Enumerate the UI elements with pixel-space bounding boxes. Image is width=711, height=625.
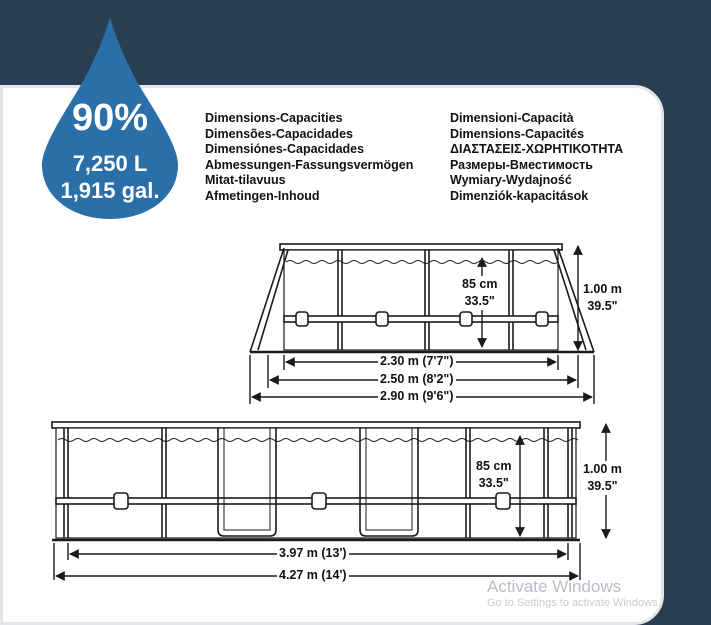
- label-text: Dimensiónes-Capacidades: [205, 142, 365, 156]
- side-width-total: 2.90 m (9'6"): [380, 389, 454, 403]
- depth-in: 33.5": [478, 476, 509, 490]
- capacity-percent: 90%: [71, 97, 149, 139]
- height-m: 1.00 m: [583, 282, 622, 296]
- label-text: Mitat-tilavuus: [205, 173, 286, 187]
- label-text: ΔΙΑΣΤΑΣΕΙΣ-ΧΩΡΗΤΙΚΟΤΗΤΑ: [450, 142, 624, 156]
- side-height-label: [583, 281, 622, 315]
- front-height-label: [583, 461, 622, 495]
- side-depth-label: [462, 276, 497, 310]
- label-text: Wymiary-Wydajność: [450, 173, 572, 187]
- depth-cm: 85 cm: [462, 277, 498, 291]
- label-text: Размеры-Вместимость: [450, 157, 593, 172]
- label-text: Dimensions-Capacities: [205, 111, 343, 125]
- side-width-inner: 2.30 m (7'7"): [380, 354, 454, 368]
- depth-in: 33.5": [464, 294, 495, 308]
- side-width-pool: 2.50 m (8'2"): [380, 372, 454, 386]
- height-in: 39.5": [587, 479, 618, 493]
- label-text: Dimensions-Capacités: [450, 126, 585, 141]
- label-text: Abmessungen-Fassungsvermögen: [205, 157, 414, 172]
- depth-cm: 85 cm: [476, 459, 512, 473]
- activate-windows-subtitle: Go to Settings to activate Windows.: [487, 597, 661, 608]
- front-depth-label: [476, 458, 511, 492]
- label-text: Afmetingen-Inhoud: [205, 188, 320, 203]
- height-in: 39.5": [587, 299, 618, 313]
- side-view: [250, 244, 594, 352]
- height-m: 1.00 m: [583, 462, 622, 476]
- capacity-liters: 7,250 L: [72, 151, 148, 176]
- activate-windows-title: Activate Windows: [487, 577, 622, 596]
- front-length-pool: 4.27 m (14'): [279, 568, 347, 582]
- label-text: Dimenziók-kapacitások: [450, 188, 589, 203]
- front-length-inner: 3.97 m (13'): [279, 546, 347, 560]
- capacity-gallons: 1,915 gal.: [60, 178, 160, 203]
- label-text: Dimensões-Capacidades: [205, 126, 353, 141]
- label-text: Dimensioni-Capacità: [450, 111, 574, 125]
